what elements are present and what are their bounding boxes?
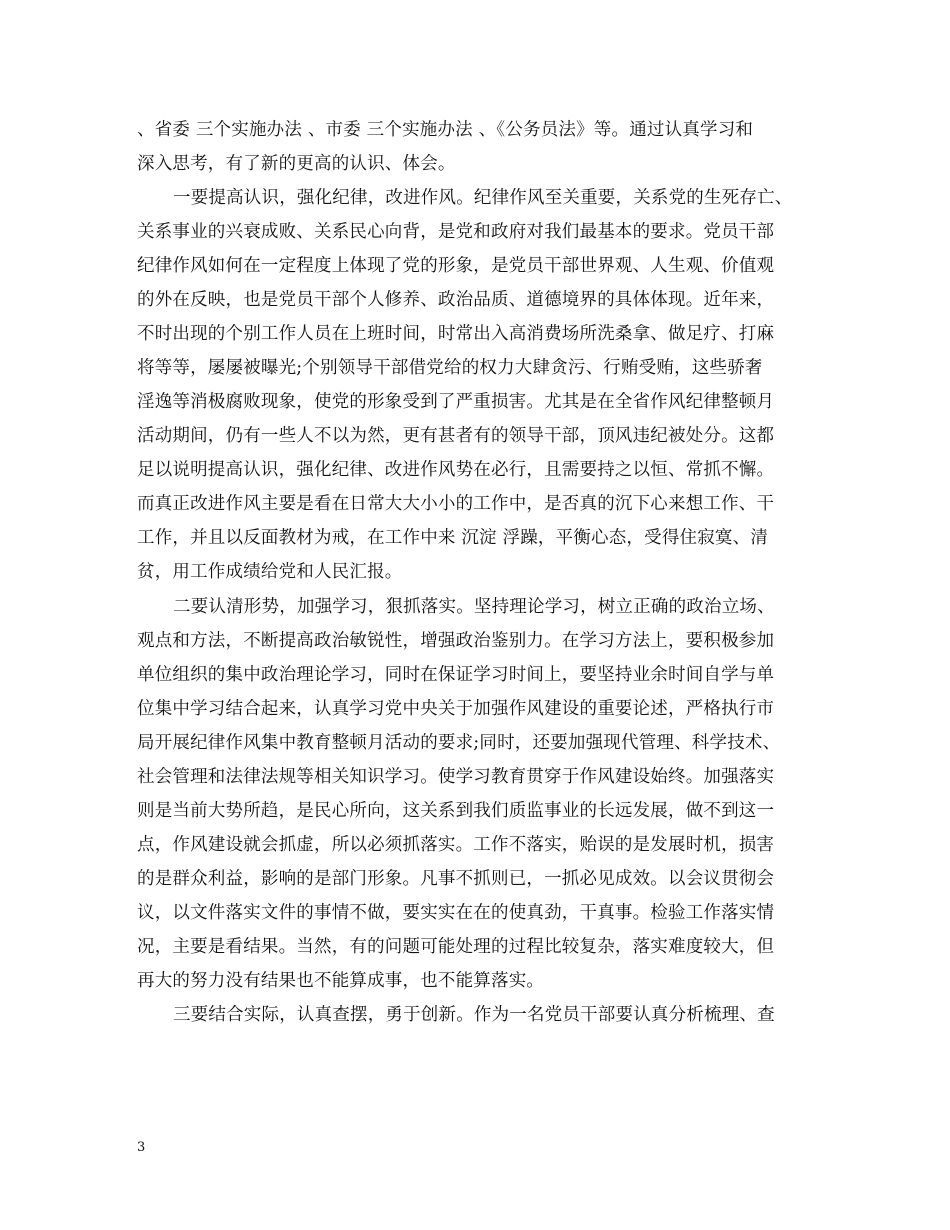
text-line: 不时出现的个别工作人员在上班时间，时常出入高消费场所洗桑拿、做足疗、打麻 (137, 324, 775, 344)
text-line: 局开展纪律作风集中教育整顿月活动的要求;同时，还要加强现代管理、科学技术、 (137, 733, 781, 753)
text-line: 社会管理和法律法规等相关知识学习。使学习教育贯穿于作风建设始终。加强落实 (137, 767, 775, 787)
text-line: 点，作风建设就会抓虚，所以必须抓落实。工作不落实，贻误的是发展时机，损害 (137, 835, 775, 855)
text-line: 况，主要是看结果。当然，有的问题可能处理的过程比较复杂，落实难度较大，但 (137, 937, 775, 957)
paragraph-first-line: 三要结合实际，认真查摆，勇于创新。作为一名党员干部要认真分析梳理、查 (173, 1005, 775, 1025)
text-line: 贫，用工作成绩给党和人民汇报。 (137, 562, 403, 582)
text-line: 足以说明提高认识，强化纪律、改进作风势在必行，且需要持之以恒、常抓不懈。 (137, 460, 775, 480)
text-line: 则是当前大势所趋，是民心所向，这关系到我们质监事业的长远发展，做不到这一 (137, 801, 775, 821)
text-line: 而真正改进作风主要是看在日常大大小小的工作中，是否真的沉下心来想工作、干 (137, 494, 775, 514)
paragraph-first-line: 一要提高认识，强化纪律，改进作风。纪律作风至关重要，关系党的生死存亡、 (173, 188, 793, 208)
text-line: 位集中学习结合起来，认真学习党中央关于加强作风建设的重要论述，严格执行市 (137, 699, 775, 719)
text-line: 议，以文件落实文件的事情不做，要实实在在的使真劲，干真事。检验工作落实情 (137, 903, 775, 923)
text-line: 再大的努力没有结果也不能算成事，也不能算落实。 (137, 971, 545, 991)
text-line: 深入思考，有了新的更高的认识、体会。 (137, 154, 456, 174)
page-number: 3 (137, 1140, 146, 1155)
text-line: 的外在反映，也是党员干部个人修养、政治品质、道德境界的具体体现。近年来， (137, 290, 775, 310)
text-line: 关系事业的兴衰成败、关系民心向背，是党和政府对我们最基本的要求。党员干部 (137, 222, 775, 242)
text-line: 将等等，屡屡被曝光;个别领导干部借党给的权力大肆贪污、行贿受贿，这些骄奢 (137, 358, 763, 378)
text-line: 单位组织的集中政治理论学习，同时在保证学习时间上，要坚持业余时间自学与单 (137, 665, 775, 685)
text-line: 工作，并且以反面教材为戒，在工作中来 沉淀 浮躁，平衡心态，受得住寂寞、清 (137, 528, 769, 548)
text-line: 淫逸等消极腐败现象，使党的形象受到了严重损害。尤其是在全省作风纪律整顿月 (137, 392, 775, 412)
paragraph-first-line: 二要认清形势，加强学习，狠抓落实。坚持理论学习，树立正确的政治立场、 (173, 597, 775, 617)
text-line: 观点和方法，不断提高政治敏锐性，增强政治鉴别力。在学习方法上，要积极参加 (137, 631, 775, 651)
text-line: 纪律作风如何在一定程度上体现了党的形象，是党员干部世界观、人生观、价值观 (137, 256, 775, 276)
text-line: 活动期间，仍有一些人不以为然，更有甚者有的领导干部，顶风违纪被处分。这都 (137, 426, 775, 446)
text-line: 、省委 三个实施办法 、市委 三个实施办法 、《公务员法》等。通过认真学习和 (137, 120, 754, 140)
text-line: 的是群众利益，影响的是部门形象。凡事不抓则已，一抓必见成效。以会议贯彻会 (137, 869, 775, 889)
